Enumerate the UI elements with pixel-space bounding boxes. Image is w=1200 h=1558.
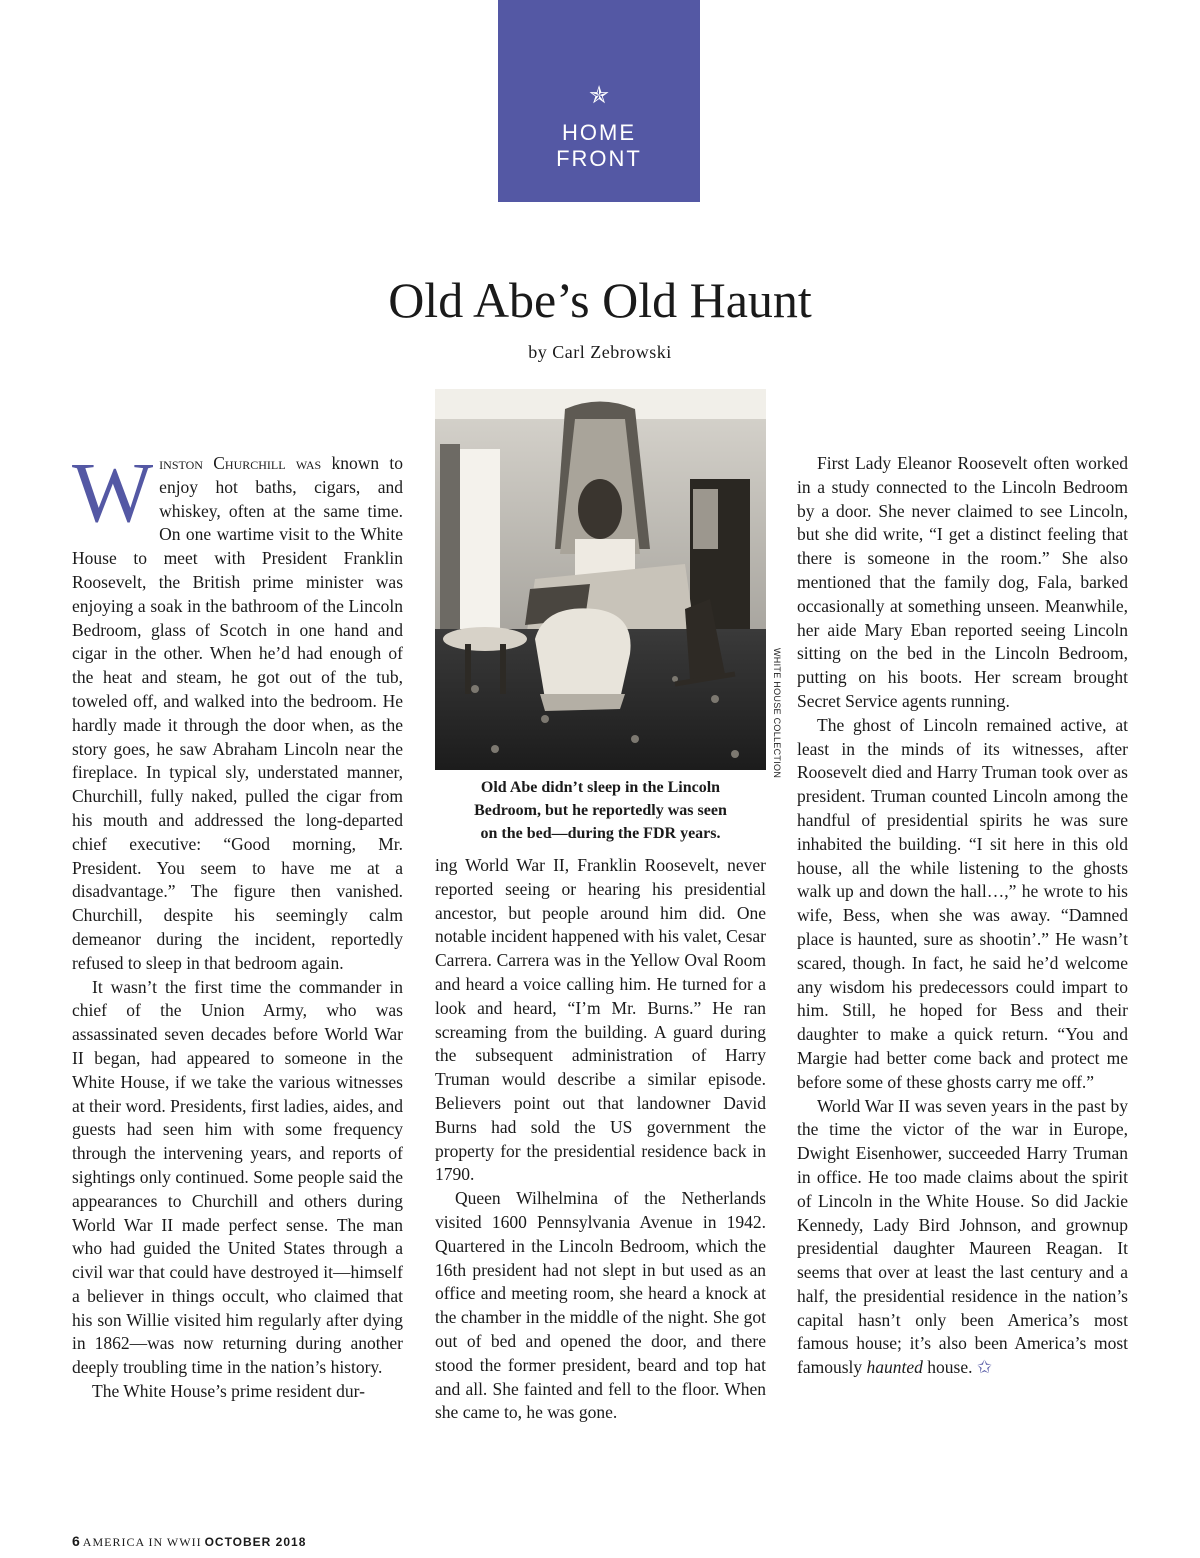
lead-in: inston Churchill was <box>159 453 322 473</box>
paragraph-2: It wasn’t the first time the commander in chief of the Union Army, who was assassinated seven decades before World War II began, had appeared to someone in the White House, if we take the various witnesses at their word. Presidents, first ladies, aides, and guests had seen him with some frequency through the intervening years, and reports of sightings only continued. Some people said the appearances to Churchill and others during World War II made perfect sense. The man who had guided the United States through a civil war that could have destroyed it—himself a believer in things occult, who claimed that his son Willie visited him regularly after dying in 1862—was now returning during another deeply troubling time in the nation’s history. <box>72 976 403 1378</box>
byline: by Carl Zebrowski <box>528 342 672 362</box>
issue-date: OCTOBER 2018 <box>204 1535 307 1549</box>
end-star-icon: ✩ <box>976 1357 992 1378</box>
photo-credit: WHITE HOUSE COLLECTION <box>772 648 782 779</box>
paragraph-6: The ghost of Lincoln remained active, at least in the minds of its witnesses, after Roosevelt died and Harry Truman took over as president. Truman counted Lincoln among the handful of presidential spirits he was sure inhabited the building. “I sit here in this old house, all the while listening to the ghosts walk up and down the hall…,” he wrote to his wife, Bess, when she was away. “Damned place is haunted, sure as shootin’.” He wasn’t scared, though. In fact, he said he’d welcome any wisdom his predecessors could impart to him. Still, he hoped for Bess and their daughter to make a quick return. “You and Margie had better come back and protect me before some of these ghosts carry me off.” <box>797 714 1128 1092</box>
photo-caption: Old Abe didn’t sleep in the Lincoln Bedroom, but he reportedly was seen on the bed—during the FDR years. <box>474 779 727 842</box>
paragraph-3-continued: ing World War II, Franklin Roosevelt, never reported seeing or hearing his presidential ancestor, but people around him did. One notable incident happened with his valet, Cesar Carrera. Carrera was in the Yellow Oval Room and heard a voice calling him. He turned for a look and heard, “I’m Mr. Burns.” He ran screaming from the building. A guard during the subsequent administration of Harry Truman would describe a similar episode. Believers point out that landowner David Burns had sold the US government the property for the presidential residence back in 1790. <box>435 855 766 1185</box>
lincoln-bedroom-photo <box>435 389 766 770</box>
magazine-name: AMERICA IN WWII <box>82 1535 202 1549</box>
column-2 <box>435 854 766 1425</box>
section-label: HOME FRONT <box>556 120 642 171</box>
page-number: 6 <box>72 1533 80 1549</box>
photo-illustration <box>435 389 766 770</box>
article-title: Old Abe’s Old Haunt <box>388 272 812 328</box>
drop-cap: W <box>72 444 154 540</box>
section-tab <box>498 0 700 202</box>
paragraph-7: World War II was seven years in the past by the time the victor of the war in Europe, Dwight Eisenhower, succeeded Harry Truman in office. He too made claims about the spirit of Lincoln in the White House. So did Jackie Kennedy, Lady Bird Johnson, and grownup presidential daughter Maureen Reagan. It seems that over at least the last century and a half, the presidential residence in the nation’s capital hasn’t only been America’s most famous house; it’s also been America’s most famously haunted house. ✩ <box>797 1095 1128 1378</box>
paragraph-4: Queen Wilhelmina of the Netherlands visited 1600 Pennsylvania Avenue in 1942. Quartered in the Lincoln Bedroom, which the 16th president had not slept in but used as an office and meeting room, she heard a knock at the chamber in the middle of the night. She got out of bed and opened the door, and there stood the former president, beard and top hat and all. She fainted and fell to the floor. When she came to, he was gone. <box>435 1188 766 1423</box>
paragraph-3-start: The White House’s prime resident dur- <box>92 1381 365 1402</box>
star-icon: ✯ <box>588 83 610 109</box>
paragraph-1: Winston Churchill was known to enjoy hot baths, cigars, and whiskey, often at the same time. On one wartime visit to the White House to meet with President Franklin Roosevelt, the British prime minister was enjoying a soak in the bathroom of the Lincoln Bedroom, glass of Scotch in one hand and cigar in the other. When he’d had enough of the heat and steam, he got out of the tub, toweled off, and walked into the bedroom. He hardly made it through the door when, as the story goes, he saw Abraham Lincoln near the fireplace. In typical sly, understated manner, Churchill, fully naked, pulled the cigar from his mouth and addressed the long-departed chief executive: “Good morning, Mr. President. You seem to have me at a disadvantage.” The figure then vanished. Churchill, despite his seemingly calm demeanor during the incident, reportedly refused to sleep in that bedroom again. <box>72 444 403 973</box>
column-1 <box>72 444 403 1404</box>
column-3 <box>797 452 1128 1380</box>
page-footer <box>72 1533 306 1550</box>
paragraph-5: First Lady Eleanor Roosevelt often worked in a study connected to the Lincoln Bedroom by a door. She never claimed to see Lincoln, but she did write, “I get a distinct feeling that there is someone in the room.” She also mentioned that the family dog, Fala, barked occasionally at something unseen. Meanwhile, her aide Mary Eban reported seeing Lincoln sitting on the bed in the Lincoln Bedroom, putting on his boots. Her scream brought Secret Service agents running. <box>797 453 1128 711</box>
